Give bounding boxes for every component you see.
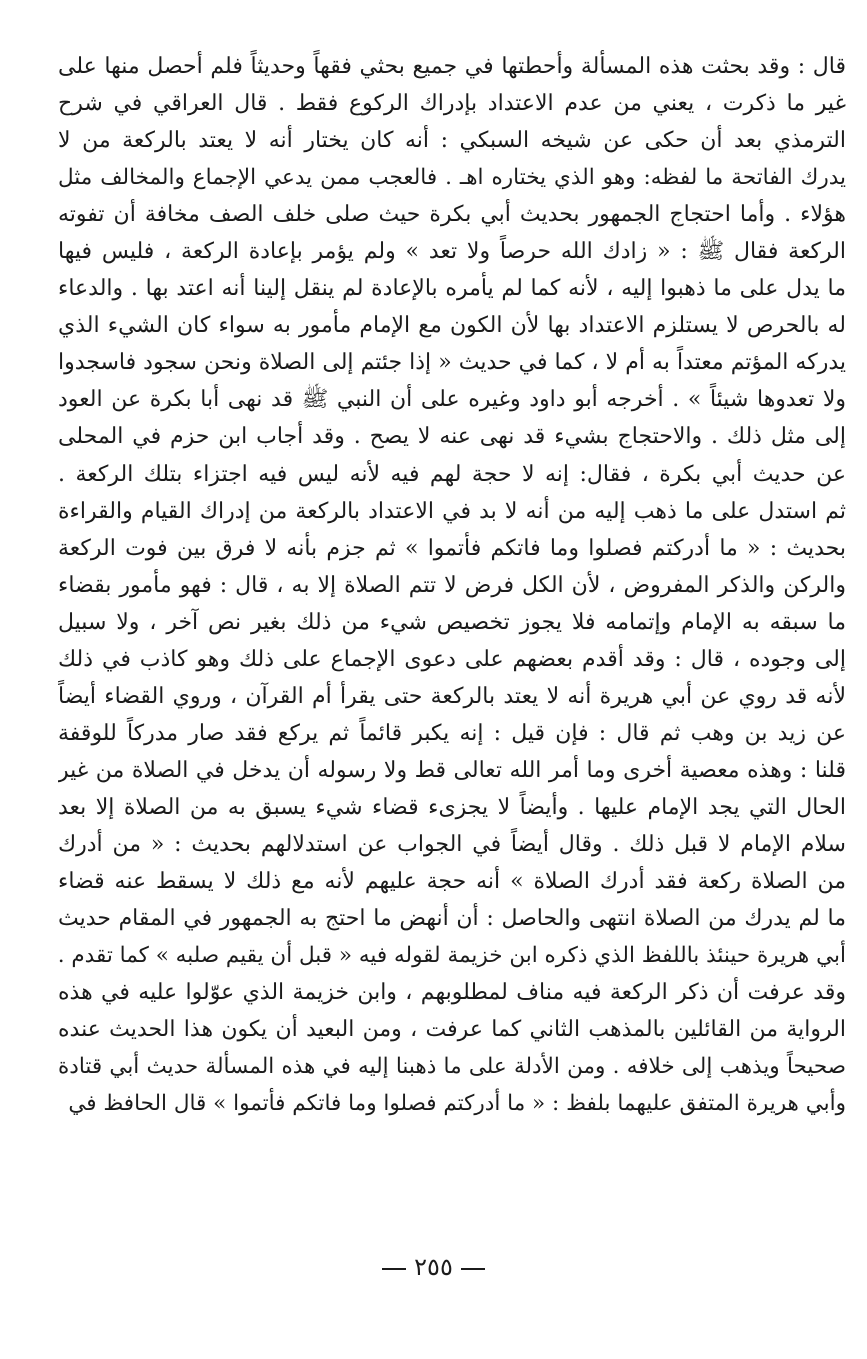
text-line: بحديث : « ما أدركتم فصلوا وما فاتكم فأتموا » ثم جزم بأنه لا فرق بين فوت الركعة bbox=[58, 535, 846, 561]
text-line: الرواية من القائلين بالمذهب الثاني كما عرفت ، ومن البعيد أن يكون هذا الحديث عنده bbox=[58, 1017, 846, 1043]
text-line: الحال التي يجد الإمام عليها . وأيضاً لا يجزىء قضاء شيء يسبق به من الصلاة إلا بعد bbox=[58, 794, 846, 820]
text-line: عن حديث أبي بكرة ، فقال: إنه لا حجة لهم فيه لأنه ليس فيه اجتزاء بتلك الركعة . bbox=[58, 461, 846, 487]
page-number: ٢٥٥ bbox=[414, 1253, 453, 1281]
text-line: وأبي هريرة المتفق عليهما بلفظ : « ما أدركتم فصلوا وما فاتكم فأتموا » قال الحافظ في bbox=[68, 1091, 846, 1117]
text-line: ما سبقه به الإمام وإتمامه فلا يجوز تخصيص شيء من ذلك بغير نص آخر ، ولا سبيل bbox=[58, 609, 846, 635]
text-line: أبي هريرة حينئذ باللفظ الذي ذكره ابن خزيمة لقوله فيه « قبل أن يقيم صلبه » كما تقدم . bbox=[58, 943, 846, 969]
text-line: إلى وجوده ، قال : وقد أقدم بعضهم على دعوى الإجماع على ذلك وهو كاذب في ذلك bbox=[58, 646, 846, 672]
text-line: يدركه المؤتم معتداً به أم لا ، كما في حديث « إذا جئتم إلى الصلاة ونحن سجود فاسجدوا bbox=[58, 350, 846, 376]
text-line: ما لم يدرك من الصلاة انتهى والحاصل : أن أنهض ما احتج به الجمهور في المقام حديث bbox=[58, 906, 846, 932]
text-line: سلام الإمام لا قبل ذلك . وقال أيضاً في الجواب عن استدلالهم بحديث : « من أدرك bbox=[58, 831, 846, 857]
text-line: وقد عرفت أن ذكر الركعة فيه مناف لمطلوبهم ، وابن خزيمة الذي عوّلوا عليه في هذه bbox=[58, 980, 846, 1006]
text-line: قال : وقد بحثت هذه المسألة وأحطتها في جميع بحثي فقهاً وحديثاً فلم أحصل منها على bbox=[58, 54, 846, 79]
footer-dash-right bbox=[382, 1268, 406, 1270]
text-line: إلى مثل ذلك . والاحتجاج بشيء قد نهى عنه لا يصح . وقد أجاب ابن حزم في المحلى bbox=[58, 424, 846, 450]
page-footer bbox=[0, 1253, 867, 1293]
text-line: لأنه قد روي عن أبي هريرة أنه لا يعتد بالركعة حتى يقرأ أم القرآن ، وروي القضاء أيضاً bbox=[58, 683, 846, 709]
text-line: قلنا : وهذه معصية أخرى وما أمر الله تعالى قط ولا رسوله أن يدخل في الصلاة من غير bbox=[58, 757, 846, 783]
text-line: والركن والذكر المفروض ، لأن الكل فرض لا تتم الصلاة إلا به ، قال : فهو مأمور بقضاء bbox=[58, 572, 846, 598]
text-line: الركعة فقال ﷺ : « زادك الله حرصاً ولا تعد » ولم يؤمر بإعادة الركعة ، فليس فيها bbox=[58, 239, 846, 265]
text-line: ثم استدل على ما ذهب إليه من أنه لا بد في الاعتداد بالركعة من إدراك القيام والقراءة bbox=[58, 498, 846, 524]
text-line: هؤلاء . وأما احتجاج الجمهور بحديث أبي بكرة حيث صلى خلف الصف مخافة أن تفوته bbox=[58, 202, 846, 228]
page-body bbox=[58, 48, 846, 1298]
text-line: ما يدل على ما ذهبوا إليه ، لأنه كما لم يأمره بالإعادة لم ينقل إلينا أنه اعتد بها . والدعاء bbox=[58, 276, 846, 302]
footer-dash-left bbox=[461, 1268, 485, 1270]
text-line: من الصلاة ركعة فقد أدرك الصلاة » أنه حجة عليهم لأنه مع ذلك لا يسقط عنه قضاء bbox=[58, 869, 846, 895]
text-line: عن زيد بن وهب ثم قال : فإن قيل : إنه يكبر قائماً ثم يركع فقد صار مدركاً للوقفة bbox=[58, 720, 846, 746]
text-line: صحيحاً ويذهب إلى خلافه . ومن الأدلة على ما ذهبنا إليه في هذه المسألة حديث أبي قتادة bbox=[58, 1054, 846, 1080]
text-line: يدرك الفاتحة ما لفظه: وهو الذي يختاره اهـ . فالعجب ممن يدعي الإجماع والمخالف مثل bbox=[58, 165, 846, 191]
text-line: الترمذي بعد أن حكى عن شيخه السبكي : أنه كان يختار أنه لا يعتد بالركعة من لا bbox=[58, 128, 846, 154]
text-line: ولا تعدوها شيئاً » . أخرجه أبو داود وغيره على أن النبي ﷺ قد نهى أبا بكرة عن العود bbox=[58, 387, 846, 413]
text-line: له بالحرص لا يستلزم الاعتداد بها لأن الكون مع الإمام مأمور به سواء كان الشيء الذي bbox=[58, 313, 846, 339]
text-line: غير ما ذكرت ، يعني من عدم الاعتداد بإدراك الركوع فقط . قال العراقي في شرح bbox=[58, 91, 846, 117]
